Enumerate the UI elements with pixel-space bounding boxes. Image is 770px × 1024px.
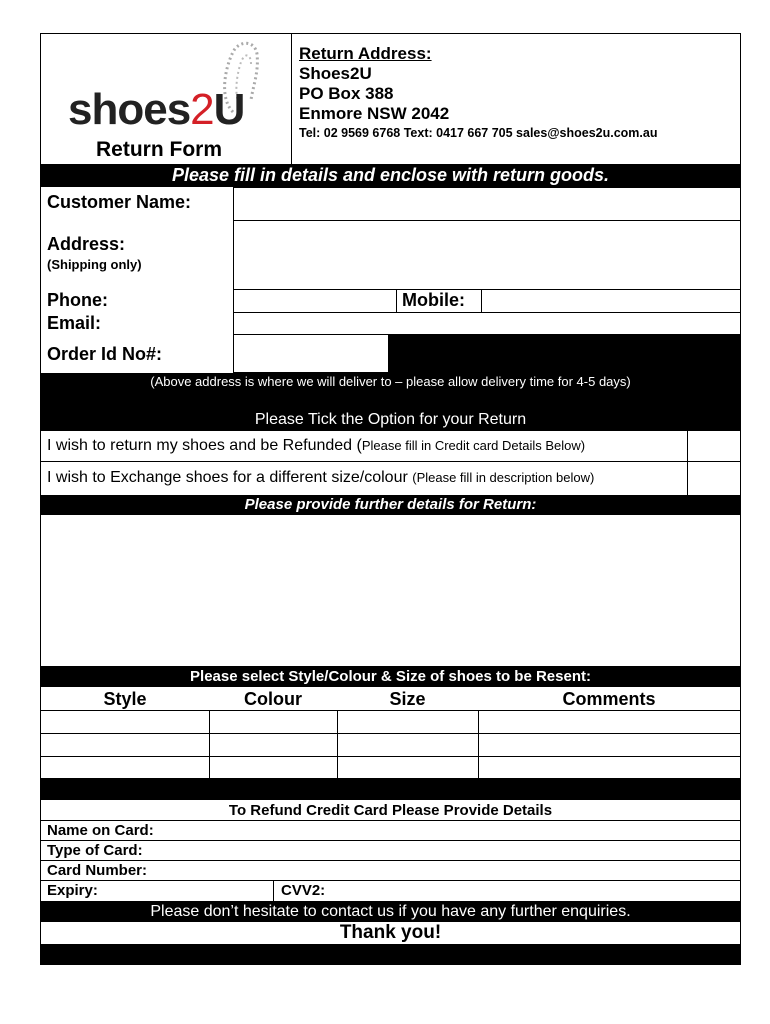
address-field[interactable] bbox=[233, 220, 741, 290]
cvv-field[interactable] bbox=[274, 881, 740, 901]
exchange-option-hint: (Please fill in description below) bbox=[412, 470, 595, 485]
order-id-text: Order Id No#: bbox=[47, 344, 163, 364]
details-heading: Please provide further details for Return: bbox=[244, 496, 537, 513]
options-heading-bar bbox=[41, 409, 740, 431]
card-heading bbox=[41, 800, 740, 821]
refund-option-text: I wish to return my shoes and be Refunded ( bbox=[47, 437, 362, 454]
footer-band bbox=[41, 944, 740, 964]
exchange-option-text: I wish to Exchange shoes for a different size/colour bbox=[47, 469, 413, 486]
return-form bbox=[40, 33, 741, 965]
resend-table bbox=[41, 687, 740, 778]
return-address bbox=[299, 44, 739, 162]
instructions-banner bbox=[41, 164, 740, 187]
table-row[interactable] bbox=[41, 757, 740, 778]
card-number-label: Card Number: bbox=[47, 862, 148, 879]
thank-you-text: Thank you! bbox=[339, 922, 442, 943]
email-field[interactable] bbox=[233, 312, 741, 335]
enquiries-bar bbox=[41, 901, 740, 922]
logo bbox=[41, 34, 291, 164]
refund-option-hint: Please fill in Credit card Details Below) bbox=[361, 438, 586, 453]
return-address-line3: Enmore NSW 2042 bbox=[299, 104, 450, 123]
col-header-colour: Colour bbox=[244, 689, 302, 709]
table-row[interactable] bbox=[41, 734, 740, 756]
address-text: Address: bbox=[47, 234, 126, 254]
details-textarea[interactable] bbox=[41, 515, 740, 666]
resend-heading: Please select Style/Colour & Size of shoes to be Resent: bbox=[190, 668, 591, 685]
address-hint: (Shipping only) bbox=[47, 257, 142, 272]
name-on-card-row[interactable] bbox=[41, 821, 740, 841]
form-title: Return Form bbox=[96, 138, 222, 161]
phone-label bbox=[47, 290, 108, 311]
customer-name-text: Customer Name: bbox=[47, 192, 192, 212]
details-heading-bar bbox=[41, 495, 740, 515]
contact-line: Tel: 02 9569 6768 Text: 0417 667 705 sales@shoes2u.com.au bbox=[299, 126, 658, 140]
refund-option-row bbox=[41, 431, 740, 462]
order-id-label bbox=[47, 344, 162, 365]
refund-checkbox[interactable] bbox=[687, 430, 740, 462]
col-header-size: Size bbox=[389, 689, 426, 709]
card-heading-text: To Refund Credit Card Please Provide Details bbox=[228, 802, 553, 819]
email-text: Email: bbox=[47, 313, 102, 333]
order-id-blackout bbox=[389, 334, 741, 373]
email-label bbox=[47, 313, 101, 334]
col-header-style: Style bbox=[103, 689, 147, 709]
table-row[interactable] bbox=[41, 711, 740, 733]
return-address-heading: Return Address: bbox=[299, 44, 432, 63]
card-type-row[interactable] bbox=[41, 841, 740, 861]
thank-you bbox=[41, 922, 740, 944]
mobile-field[interactable] bbox=[481, 289, 741, 313]
phone-field[interactable] bbox=[233, 289, 397, 313]
order-id-field[interactable] bbox=[233, 334, 389, 373]
options-heading: Please Tick the Option for your Return bbox=[254, 411, 527, 428]
enquiries-text: Please don’t hesitate to contact us if you have any further enquiries. bbox=[150, 903, 631, 920]
blackout-band-2 bbox=[41, 778, 740, 800]
name-on-card-label: Name on Card: bbox=[47, 822, 154, 839]
card-number-row[interactable] bbox=[41, 861, 740, 881]
address-label bbox=[47, 234, 142, 272]
logo-text-u: U bbox=[213, 85, 245, 134]
expiry-label: Expiry: bbox=[47, 882, 98, 899]
logo-text-2: 2 bbox=[190, 85, 214, 134]
col-header-comments: Comments bbox=[562, 689, 656, 709]
return-address-line1: Shoes2U bbox=[299, 64, 372, 83]
cvv-label: CVV2: bbox=[281, 882, 326, 899]
blackout-band bbox=[41, 391, 740, 409]
delivery-note: (Above address is where we will deliver to – please allow delivery time for 4-5 days) bbox=[150, 374, 631, 389]
expiry-field[interactable] bbox=[41, 881, 274, 901]
customer-name-label bbox=[47, 192, 191, 213]
card-type-label: Type of Card: bbox=[47, 842, 143, 859]
instructions-text: Please fill in details and enclose with return goods. bbox=[171, 165, 610, 185]
return-address-line2: PO Box 388 bbox=[299, 84, 394, 103]
exchange-option-row bbox=[41, 462, 740, 495]
expiry-row bbox=[41, 881, 740, 901]
resend-heading-bar bbox=[41, 666, 740, 687]
mobile-label bbox=[402, 290, 465, 311]
phone-text: Phone: bbox=[47, 290, 108, 310]
mobile-text: Mobile: bbox=[402, 290, 465, 310]
delivery-note-bar bbox=[41, 373, 740, 391]
logo-text-shoes: shoes bbox=[68, 85, 191, 134]
exchange-checkbox[interactable] bbox=[687, 462, 740, 495]
customer-name-field[interactable] bbox=[233, 187, 741, 221]
